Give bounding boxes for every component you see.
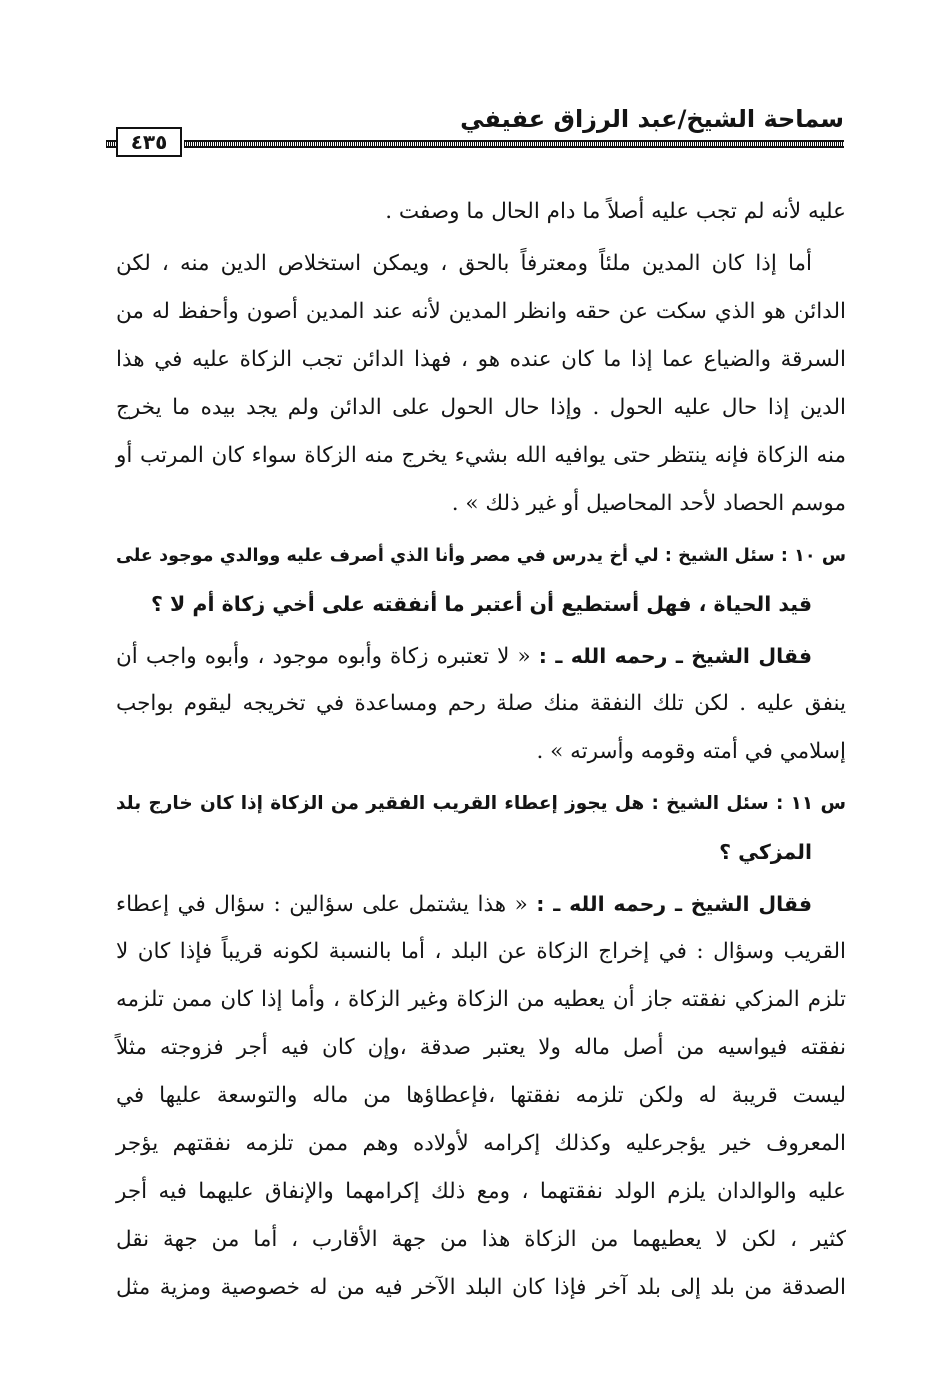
text-line: ينفق عليه . لكن تلك النفقة منك صلة رحم ومساعدة في تخريجه ليقوم بواجب [116,691,846,716]
header-rule-end [106,140,116,148]
text-line: إسلامي في أمته وقومه وأسرته » . [536,739,846,764]
text-line: ليست قريبة له ولكن تلزمه نفقتها ،فإعطاؤها من ماله والتوسعة عليها في [116,1083,846,1108]
text-line: المعروف خير يؤجرعليه وكذلك إكرامه لأولاده وهم ممن تلزمه نفقتهم يؤجر [116,1131,846,1156]
question-line: المزكي ؟ [719,840,812,864]
question-line: قيد الحياة ، فهل أستطيع أن أعتبر ما أنفقته على أخي زكاة أم لا ؟ [150,592,812,616]
text-line: منه الزكاة فإنه ينتظر حتى يوافيه الله بشيء يخرج منه الزكاة سواء كان المرتب أو [116,443,846,468]
text-line: عليه لأنه لم تجب عليه أصلاً ما دام الحال ما وصفت . [385,199,846,224]
question-line: س ١١ : سئل الشيخ : هل يجوز إعطاء القريب الفقير من الزكاة إذا كان خارج بلد [116,793,846,814]
answer-text: « لا تعتبره زكاة وأبوه موجود ، وأبوه واجب أن [116,644,531,669]
answer-text: « هذا يشتمل على سؤالين : سؤال في إعطاء [116,892,528,917]
text-line: القريب وسؤال : في إخراج الزكاة عن البلد ، أما بالنسبة لكونه قريباً فإذا كان لا [116,939,846,964]
text-line: تلزم المزكي نفقته جاز أن يعطيه من الزكاة وغير الزكاة ، وأما إذا كان ممن تلزمه [116,987,846,1012]
running-title: سماحة الشيخ/عبد الرزاق عفيفي [460,105,844,133]
text-line: عليه والوالدان يلزم الولد نفقتهما ، ومع ذلك إكرامهما والإنفاق عليهما فيه أجر [116,1179,846,1204]
page-body [116,188,846,1312]
text-line: الصدقة من بلد إلى بلد آخر فإذا كان البلد الآخر فيه من له خصوصية ومزية مثل [116,1275,846,1300]
text-line: أما إذا كان المدين ملئاً ومعترفاً بالحق ، ويمكن استخلاص الدين منه ، لكن [116,251,812,276]
text-line: موسم الحصاد لأحد المحاصيل أو غير ذلك » . [451,491,846,516]
page-number: ٤٣٥ [116,127,182,157]
text-line: الدين إذا حال عليه الحول . وإذا حال الحول على الدائن ولم يجد بيده ما يخرج [116,395,846,420]
answer-line [116,880,846,928]
text-line: الدائن هو الذي سكت عن حقه وانظر المدين لأنه عند المدين أصون وأحفظ له من [116,299,846,324]
speaker-label: فقال الشيخ ـ رحمه الله ـ : [536,892,812,916]
answer-line [116,632,846,680]
page-header [106,98,844,158]
text-line: نفقته فيواسيه من أصل ماله ولا يعتبر صدقة ،وإن كان فيه أجر فزوجته مثلاً [116,1035,846,1060]
question-line: س ١٠ : سئل الشيخ : لي أخ يدرس في مصر وأنا الذي أصرف عليه ووالدي موجود على [116,546,846,566]
text-line: السرقة والضياع عما إذا ما كان عنده هو ، فهذا الدائن تجب الزكاة عليه في هذا [116,347,846,372]
speaker-label: فقال الشيخ ـ رحمه الله ـ : [538,644,813,668]
text-line: كثير ، لكن لا يعطيهما من الزكاة هذا من جهة الأقارب ، أما من جهة نقل [116,1227,846,1252]
header-rule [184,140,844,148]
